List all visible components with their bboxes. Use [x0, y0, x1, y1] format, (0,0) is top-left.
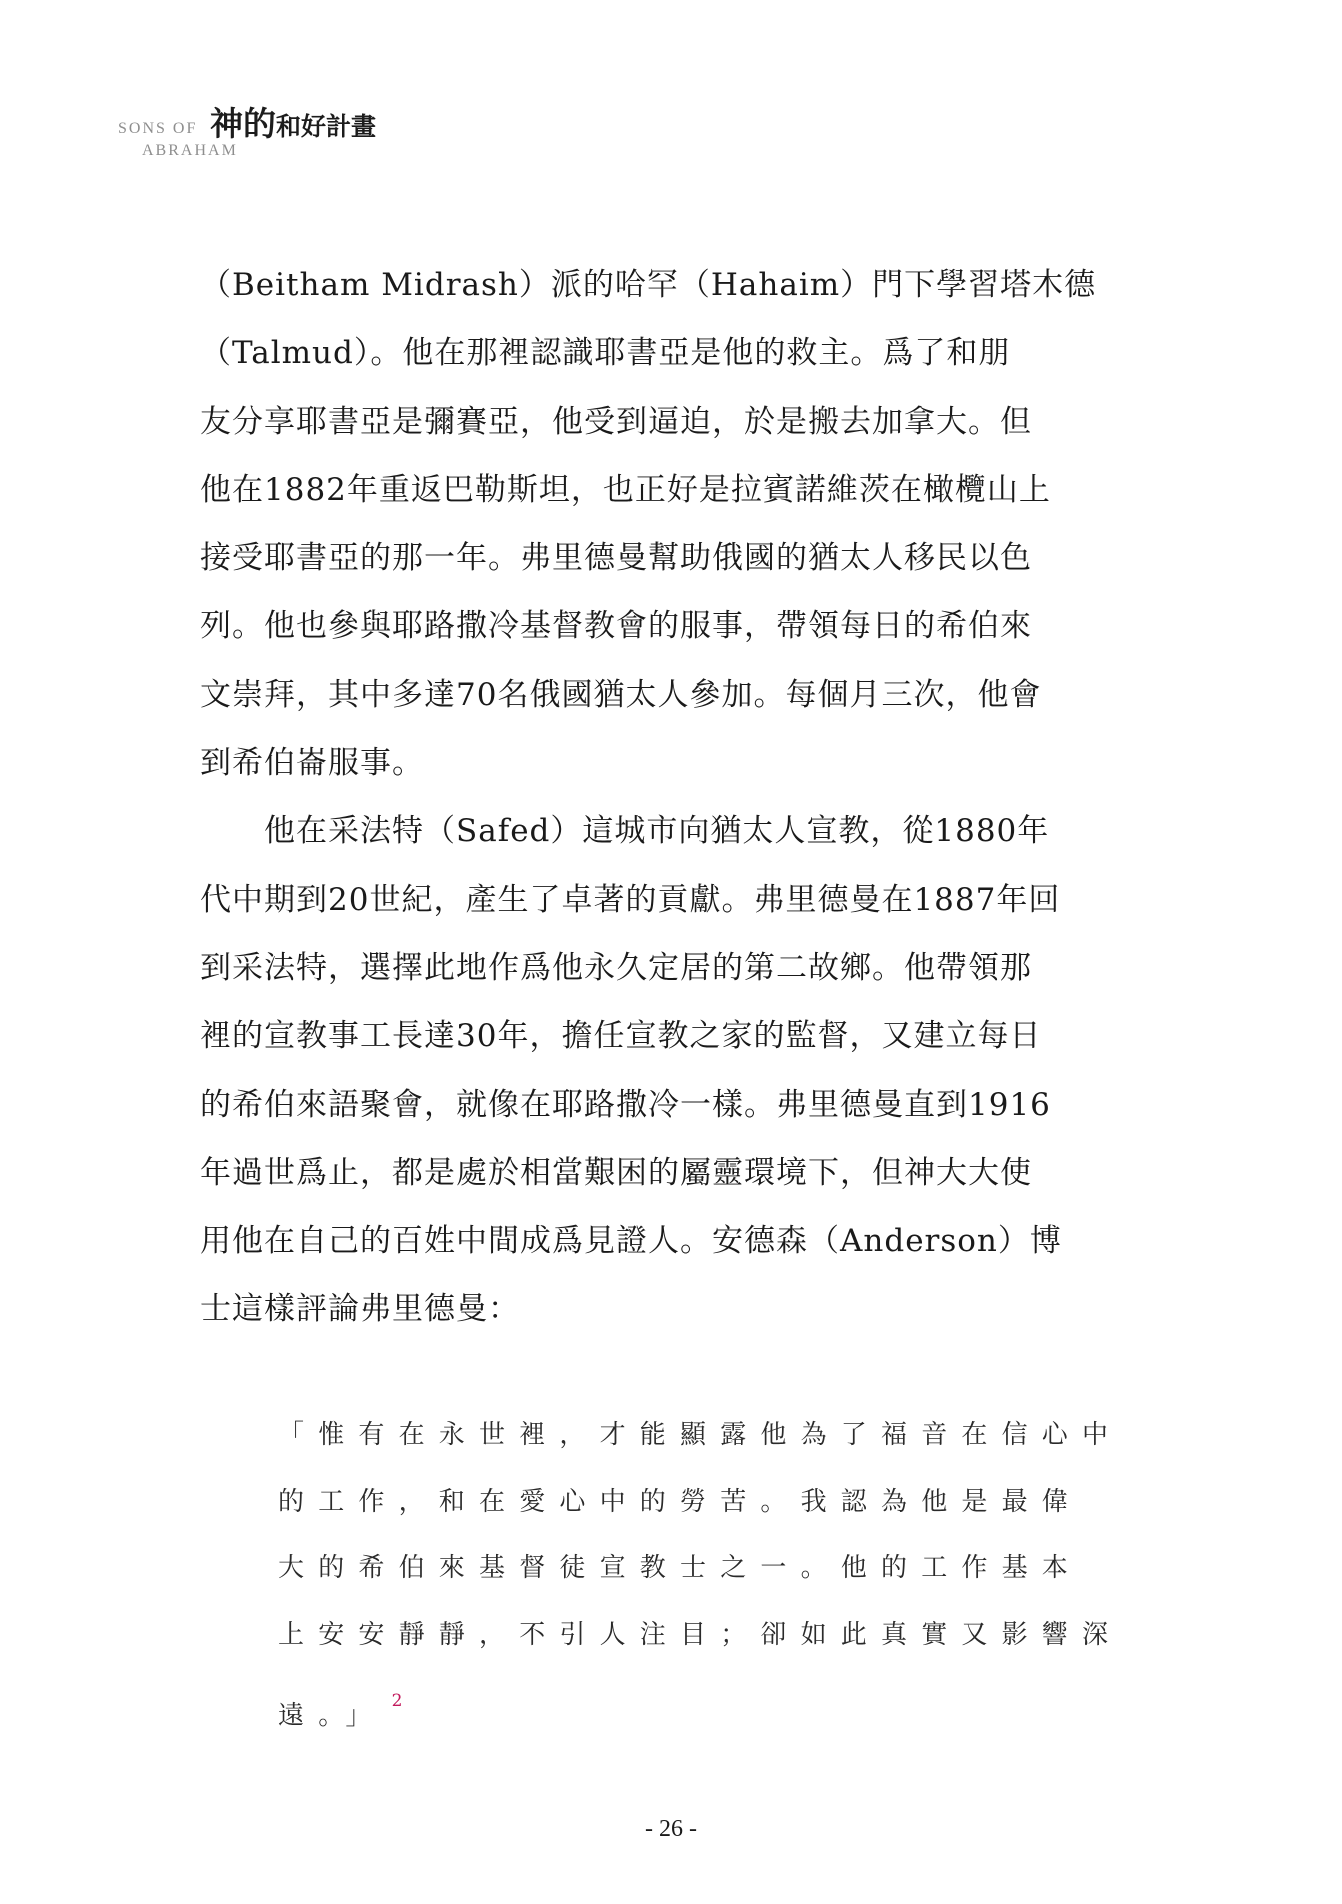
- body-line: （Beitham Midrash）派的哈罕（Hahaim）門下學習塔木德: [200, 267, 1097, 303]
- body-line: （Talmud）。他在那裡認識耶書亞是他的救主。爲了和朋: [200, 335, 1011, 372]
- body-line: 的希伯來語聚會，就像在耶路撒冷一樣。弗里德曼直到1916: [200, 1086, 1051, 1123]
- series-name-line-2: ABRAHAM: [142, 142, 238, 159]
- quote-line: 的工作，和在愛心中的勞苦。我認為他是最偉: [278, 1486, 1083, 1517]
- body-line: 用他在自己的百姓中間成爲見證人。安德森（Anderson）博: [200, 1223, 1062, 1260]
- body-line: 文崇拜，其中多達70名俄國猶太人參加。每個月三次，他會: [200, 676, 1042, 713]
- quote-line: 上安安靜靜，不引人注目；卻如此真實又影響深: [278, 1619, 1123, 1650]
- block-quote: [278, 1402, 1128, 1735]
- body-line: 他在采法特（Safed）這城市向猶太人宣教，從1880年: [200, 813, 1050, 850]
- body-line: 代中期到20世紀，產生了卓著的貢獻。弗里德曼在1887年回: [200, 881, 1061, 918]
- body-line: 士這樣評論弗里德曼：: [200, 1291, 520, 1328]
- footnote-reference[interactable]: 2: [391, 1691, 403, 1711]
- page-number: - 26 -: [645, 1816, 697, 1842]
- quote-last-line: [278, 1668, 1128, 1735]
- body-line: 年過世爲止，都是處於相當艱困的屬靈環境下，但神大大使: [200, 1154, 1032, 1191]
- body-line: 列。他也參與耶路撒冷基督教會的服事，帶領每日的希伯來: [200, 608, 1032, 645]
- running-header: [118, 98, 438, 168]
- book-title-main: 神的: [210, 104, 276, 143]
- body-text: [200, 251, 1180, 1344]
- series-name-line-1: SONS OF: [118, 120, 198, 137]
- body-line: 他在1882年重返巴勒斯坦，也正好是拉賓諾維茨在橄欖山上: [200, 471, 1051, 508]
- body-line: 接受耶書亞的那一年。弗里德曼幫助俄國的猶太人移民以色: [200, 540, 1032, 577]
- quote-line: 大的希伯來基督徒宣教士之一。他的工作基本: [278, 1553, 1083, 1583]
- quote-line-text: 遠。」: [278, 1701, 386, 1731]
- book-title: [210, 98, 376, 145]
- body-line: 友分享耶書亞是彌賽亞，他受到逼迫，於是搬去加拿大。但: [200, 403, 1032, 440]
- body-line: 到采法特，選擇此地作爲他永久定居的第二故鄉。他帶領那: [200, 949, 1032, 986]
- body-line: 裡的宣教事工長達30年，擔任宣教之家的監督，又建立每日: [200, 1018, 1042, 1055]
- body-line: 到希伯崙服事。: [200, 745, 424, 782]
- book-title-sub: 和好計畫: [276, 112, 377, 141]
- quote-line: 「惟有在永世裡，才能顯露他為了福音在信心中: [278, 1420, 1123, 1450]
